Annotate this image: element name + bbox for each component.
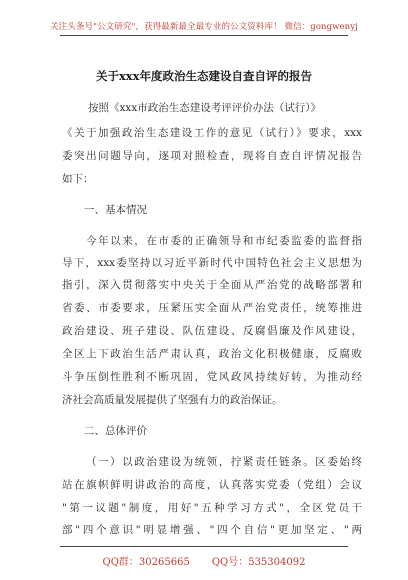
section1-line: 今年以来，在市委的正确领导和市纪委监委的监督指 — [86, 235, 362, 247]
section1-line: 导下，xxx委坚持以习近平新时代中国特色社会主义思想为 — [62, 257, 362, 269]
intro-line: 委突出问题导向，逐项对照检查，现将自查自评情况报告 — [62, 150, 362, 162]
footer — [0, 553, 408, 568]
section2-line: （一）以政治建设为统领，拧紧责任链条。区委始终 — [86, 456, 362, 468]
intro-line: 《关于加强政治生态建设工作的意见（试行）》要求，xxx — [62, 127, 362, 139]
section1-line: 全区上下政治生活严肃认真，政治文化积极健康，反腐败 — [62, 348, 362, 360]
document-title: 关于xxx年度政治生态建设自查自评的报告 — [95, 69, 313, 83]
section2-line: 部"四个意识"明显增强、"四个自信"更加坚定、"两 — [62, 524, 362, 536]
section1-line: 政治建设、班子建设、队伍建设、反腐倡廉及作风建设， — [62, 325, 362, 337]
section1-line: 省委、市委要求，压紧压实全面从严治党责任，统筹推进 — [62, 302, 362, 314]
footer-divider — [60, 546, 348, 547]
header-divider — [60, 35, 348, 36]
section1-line: 斗争压倒性胜利不断巩固，党风政风持续好转，为推动经 — [62, 371, 362, 383]
section2-line: "第一议题"制度，用好"五种学习方式"，全区党员干 — [62, 502, 362, 514]
section2-line: 站在旗帜鲜明讲政治的高度，认真落实党委（党组）会议 — [62, 479, 362, 491]
intro-line: 按照《xxx市政治生态建设考评评价办法（试行）》 — [88, 102, 322, 114]
section1-line: 济社会高质量发展提供了坚强有力的政治保证。 — [62, 394, 283, 406]
footer-qq-group: QQ群：30265665 — [102, 557, 190, 568]
section-heading-evaluation: 二、总体评价 — [84, 425, 147, 437]
section-heading-basic: 一、基本情况 — [84, 204, 147, 216]
footer-qq-number: QQ号：535304092 — [211, 557, 306, 568]
section1-line: 指引，深入贯彻落实中央关于全面从严治党的战略部署和 — [62, 279, 362, 291]
header-banner: 关注头条号"公文研究"，获得最新最全最专业的公文资料库！ 微信：gongwenyj — [50, 22, 358, 32]
intro-line: 如下： — [62, 173, 94, 185]
